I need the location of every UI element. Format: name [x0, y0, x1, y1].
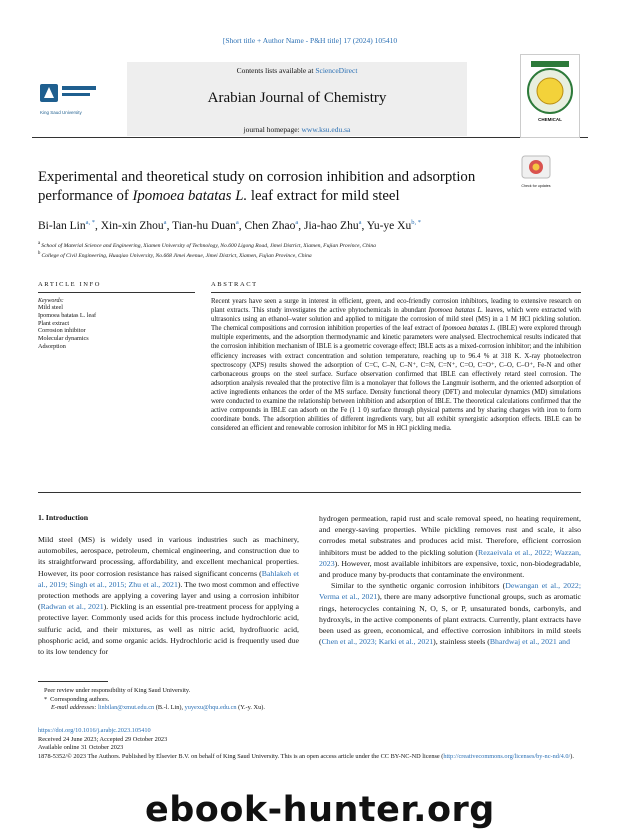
keywords-block [38, 298, 195, 351]
citation-link[interactable]: Bahlakeh et al., 2019; Singh et al., 2015; Zhu et al., 2021 [38, 568, 299, 589]
sciencedirect-link[interactable]: ScienceDirect [315, 66, 358, 75]
watermark-text: ebook-hunter.org [145, 790, 495, 830]
author-affiliation-mark[interactable]: b, * [411, 219, 421, 226]
author-name[interactable]: Jia-hao Zhu [303, 219, 359, 232]
author-affiliation-mark[interactable]: a [295, 219, 299, 226]
keyword-item: Adsorption [38, 342, 66, 350]
author-name[interactable]: Xin-xin Zhou [100, 219, 164, 232]
author-list: Bi-lan Lin$^{a, *}$, Xin-xin Zhou$^a$, Tian-hu Duan$^a$, Chen Zhao$^a$, Jia-hao Zhu$^a$, Yu-ye $Xu^{b, *}$ [38, 219, 421, 232]
citation-link[interactable]: Bhardwaj et al., 2021 and [489, 637, 570, 647]
divider [211, 292, 581, 293]
keyword-list [38, 304, 195, 351]
homepage-link[interactable]: www.ksu.edu.sa [301, 125, 351, 134]
article-title: Experimental and theoretical study on corrosion inhibition and adsorption performance of Ipomoea batatas L. leaf extract for mild steel [38, 169, 476, 204]
check-for-updates-icon [521, 155, 551, 179]
footnote-divider [38, 681, 108, 682]
homepage-line: journal homepage: www.ksu.edu.sa [243, 125, 351, 134]
author-affiliation-mark[interactable]: a [163, 219, 167, 226]
contents-line: Contents lists available at ScienceDirect [236, 66, 358, 75]
body-column-left: Mild steel (MS) is widely used in various industries such as machinery, automobiles, aerospace, petroleum, chemical engineering, and construction due to its straightforward processing, affordability, and excellent mechanical properties. However, its poor corrosion resistance has raised significant concerns (Bahlakeh et al., 2019; Singh et al., 2015; Zhu et al., 2021). The two most common and effective protection methods are applying a covering layer and using a corrosion inhibitor (Radwan et al., 2021). Pickling is an essential pre-treatment process for applying a protective layer. Commonly used acids for this process include hydrochloric acid, sulfuric acid, and their mixtures, as well as nitric acid, hydrofluoric acid, phosphoric acid, and some organic acids. Hydrochloric acid is frequently used due to its low tendency for [38, 535, 299, 657]
divider [38, 492, 581, 493]
journal-name: Arabian Journal of Chemistry [207, 90, 387, 106]
abstract-heading: ABSTRACT [211, 281, 258, 288]
author-name[interactable]: Tian-hu Duan [172, 219, 236, 232]
doi-link[interactable]: https://doi.org/10.1016/j.arabjc.2023.105410 [38, 727, 151, 734]
keyword-item: Corrosion inhibitor [38, 327, 86, 335]
keyword-item: Plant extract [38, 319, 70, 327]
citation-link[interactable]: Chen et al., 2023; Karki et al., 2021 [321, 637, 434, 647]
author-name[interactable]: Chen Zhao [244, 219, 296, 232]
author-name[interactable]: Yu-ye Xu [366, 219, 412, 232]
license-link[interactable]: http://creativecommons.org/licenses/by-nc-nd/4.0/ [443, 752, 571, 760]
affiliation-line: $^a$ School of Material Science and Engineering, Xiamen University of Technology, No.600 Ligong Road, Jimei District, Xiamen, Fujian Province, China [38, 241, 376, 249]
citation-link[interactable]: Radwan et al., 2021 [40, 602, 104, 612]
author-affiliation-mark[interactable]: a [358, 219, 362, 226]
keywords-heading: Keywords: [38, 298, 64, 304]
affiliation-line: $^b$ College of Civil Engineering, Huaqiao University, No.668 Jimei Avenue, Jimei District, Xiamen, Fujian Province, China [38, 251, 312, 260]
citation-link[interactable]: Dewangan et al., 2022; Verma et al., 2021 [319, 581, 581, 602]
author-affiliation-mark[interactable]: a, * [85, 219, 95, 226]
check-for-updates-button[interactable]: Check for updates [521, 155, 551, 189]
running-header[interactable]: [Short title + Author Name - P&H title] 17 (2024) 105410 [222, 36, 398, 45]
affiliations [38, 240, 578, 261]
journal-cover-logo: CHEMICAL [520, 54, 580, 138]
keyword-item: Ipomoea batatas L. leaf [38, 311, 97, 319]
journal-header [32, 62, 588, 138]
university-logo: King Saud University [40, 82, 98, 114]
author-affiliation-mark[interactable]: a [235, 219, 239, 226]
author-name[interactable]: Bi-lan Lin [38, 219, 86, 232]
publication-info: https://doi.org/10.1016/j.arabjc.2023.105410 Received 24 June 2023; Accepted 29 October 2023 Available online 31 October 2023 1878-5352/© 2023 The Authors. Published by Elsevier B.V. on behalf of King Saud University. This is an open access article under the CC BY-NC-ND license (http://creativecommons.org/licenses/by-nc-nd/4.0/). [38, 727, 583, 761]
email-link[interactable]: linbilan@xmut.edu.cn [98, 704, 155, 712]
journal-banner [127, 62, 467, 136]
section-heading: 1. Introduction [38, 513, 89, 522]
keyword-item: Mild steel [38, 304, 63, 311]
body-column-right: hydrogen permeation, rapid rust and scale removal speed, no heating requirement, and energy-saving properties. While pickling removes rust and scale, it also corrodes metal substrates and produces acid mist. Therefore, efficient corrosion inhibitors must be added to the pickling solution (Rezaeivala et al., 2022; Wazzan, 2023). However, most available inhibitors are expensive, toxic, non-biodegradable, and produce many by-products that contaminate the environment. Similar to the synthetic organic corrosion inhibitors (Dewangan et al., 2022; Verma et al., 2021), there are many adsorptive functional groups, such as aromatic rings, heterocycles containing N, O, S, or P, unsaturated bonds, carbonyls, and hydroxyls, in the active components of plant extracts. Currently, plant extracts have been used as green, economical, and effective corrosion inhibitors in mild steels (Chen et al., 2023; Karki et al., 2021), stainless steels (Bhardwaj et al., 2021 and [319, 514, 581, 647]
abstract-text: Recent years have seen a surge in interest in efficient, green, and eco-friendly corrosion inhibitors, leading to extensive research on plant extracts. This study investigates the active phytochemicals in abundant Ipomoea batatas L. leaves, which were extracted with ultrasonics using an ethanol–water solution and applied to mitigate the corrosion of mild steel (MS) in a 1 M HCl pickling solution. The chemical compositions and corrosion inhibition properties of the leaf extract of Ipomoea batatas L. (IBLE) were explored through multiple experiments, and the adsorption thermodynamic and kinetic parameters were analysed. Electrochemical results indicated that the corrosion inhibition mechanism of IBLE is a geometric coverage effect; IBLE acts as a mixed-corrosion inhibitor; and the inhibition efficiency increases with extract concentration and solution temperature, reaching up to 96.4 % at 318 K. X-ray photoelectron spectroscopy (XPS) results showed the adsorption of C=C, C–N, C–N⁺, C=N, C=N⁺, C=O, C=O⁺, C–O, C–O⁺, Fe-N and other carbonaceous groups on the steel surface. Surface observation confirmed that IBLE can effectively retard steel corrosion. The adsorption analysis revealed that the protective film is a monolayer that follows the Langmuir isotherm, and the oriented adsorption of active ingredients enhances the order of the MS surface. Density functional theory (DFT) and molecular dynamics (MD) simulations were conducted to examine the relationship between inhibition and adsorption of IBLE. The theoretical calculations confirmed that the active compounds in IBLE can adsorb on the Fe (1 1 0) surface through physical patterns and by sharing charges with iron to form coordinate bonds. The adsorption abilities of different ingredients vary, but all exhibit synergistic adsorption effects. IBLE can be considered an efficient and renewable corrosion inhibitor for MS in HCl pickling media. [211, 298, 582, 433]
divider [38, 292, 195, 293]
citation-link[interactable]: Rezaeivala et al., 2022; Wazzan, 2023 [319, 547, 581, 568]
footnotes: Peer review under responsibility of King Saud University. * Corresponding authors. E-mail addresses: linbilan@xmut.edu.cn (B.-l. Lin), yuyexu@hqu.edu.cn (Y.-y. Xu). [44, 687, 265, 712]
article-info-heading: ARTICLE INFO [38, 281, 102, 288]
email-link[interactable]: yuyexu@hqu.edu.cn [184, 704, 237, 712]
keyword-item: Molecular dynamics [38, 335, 89, 343]
